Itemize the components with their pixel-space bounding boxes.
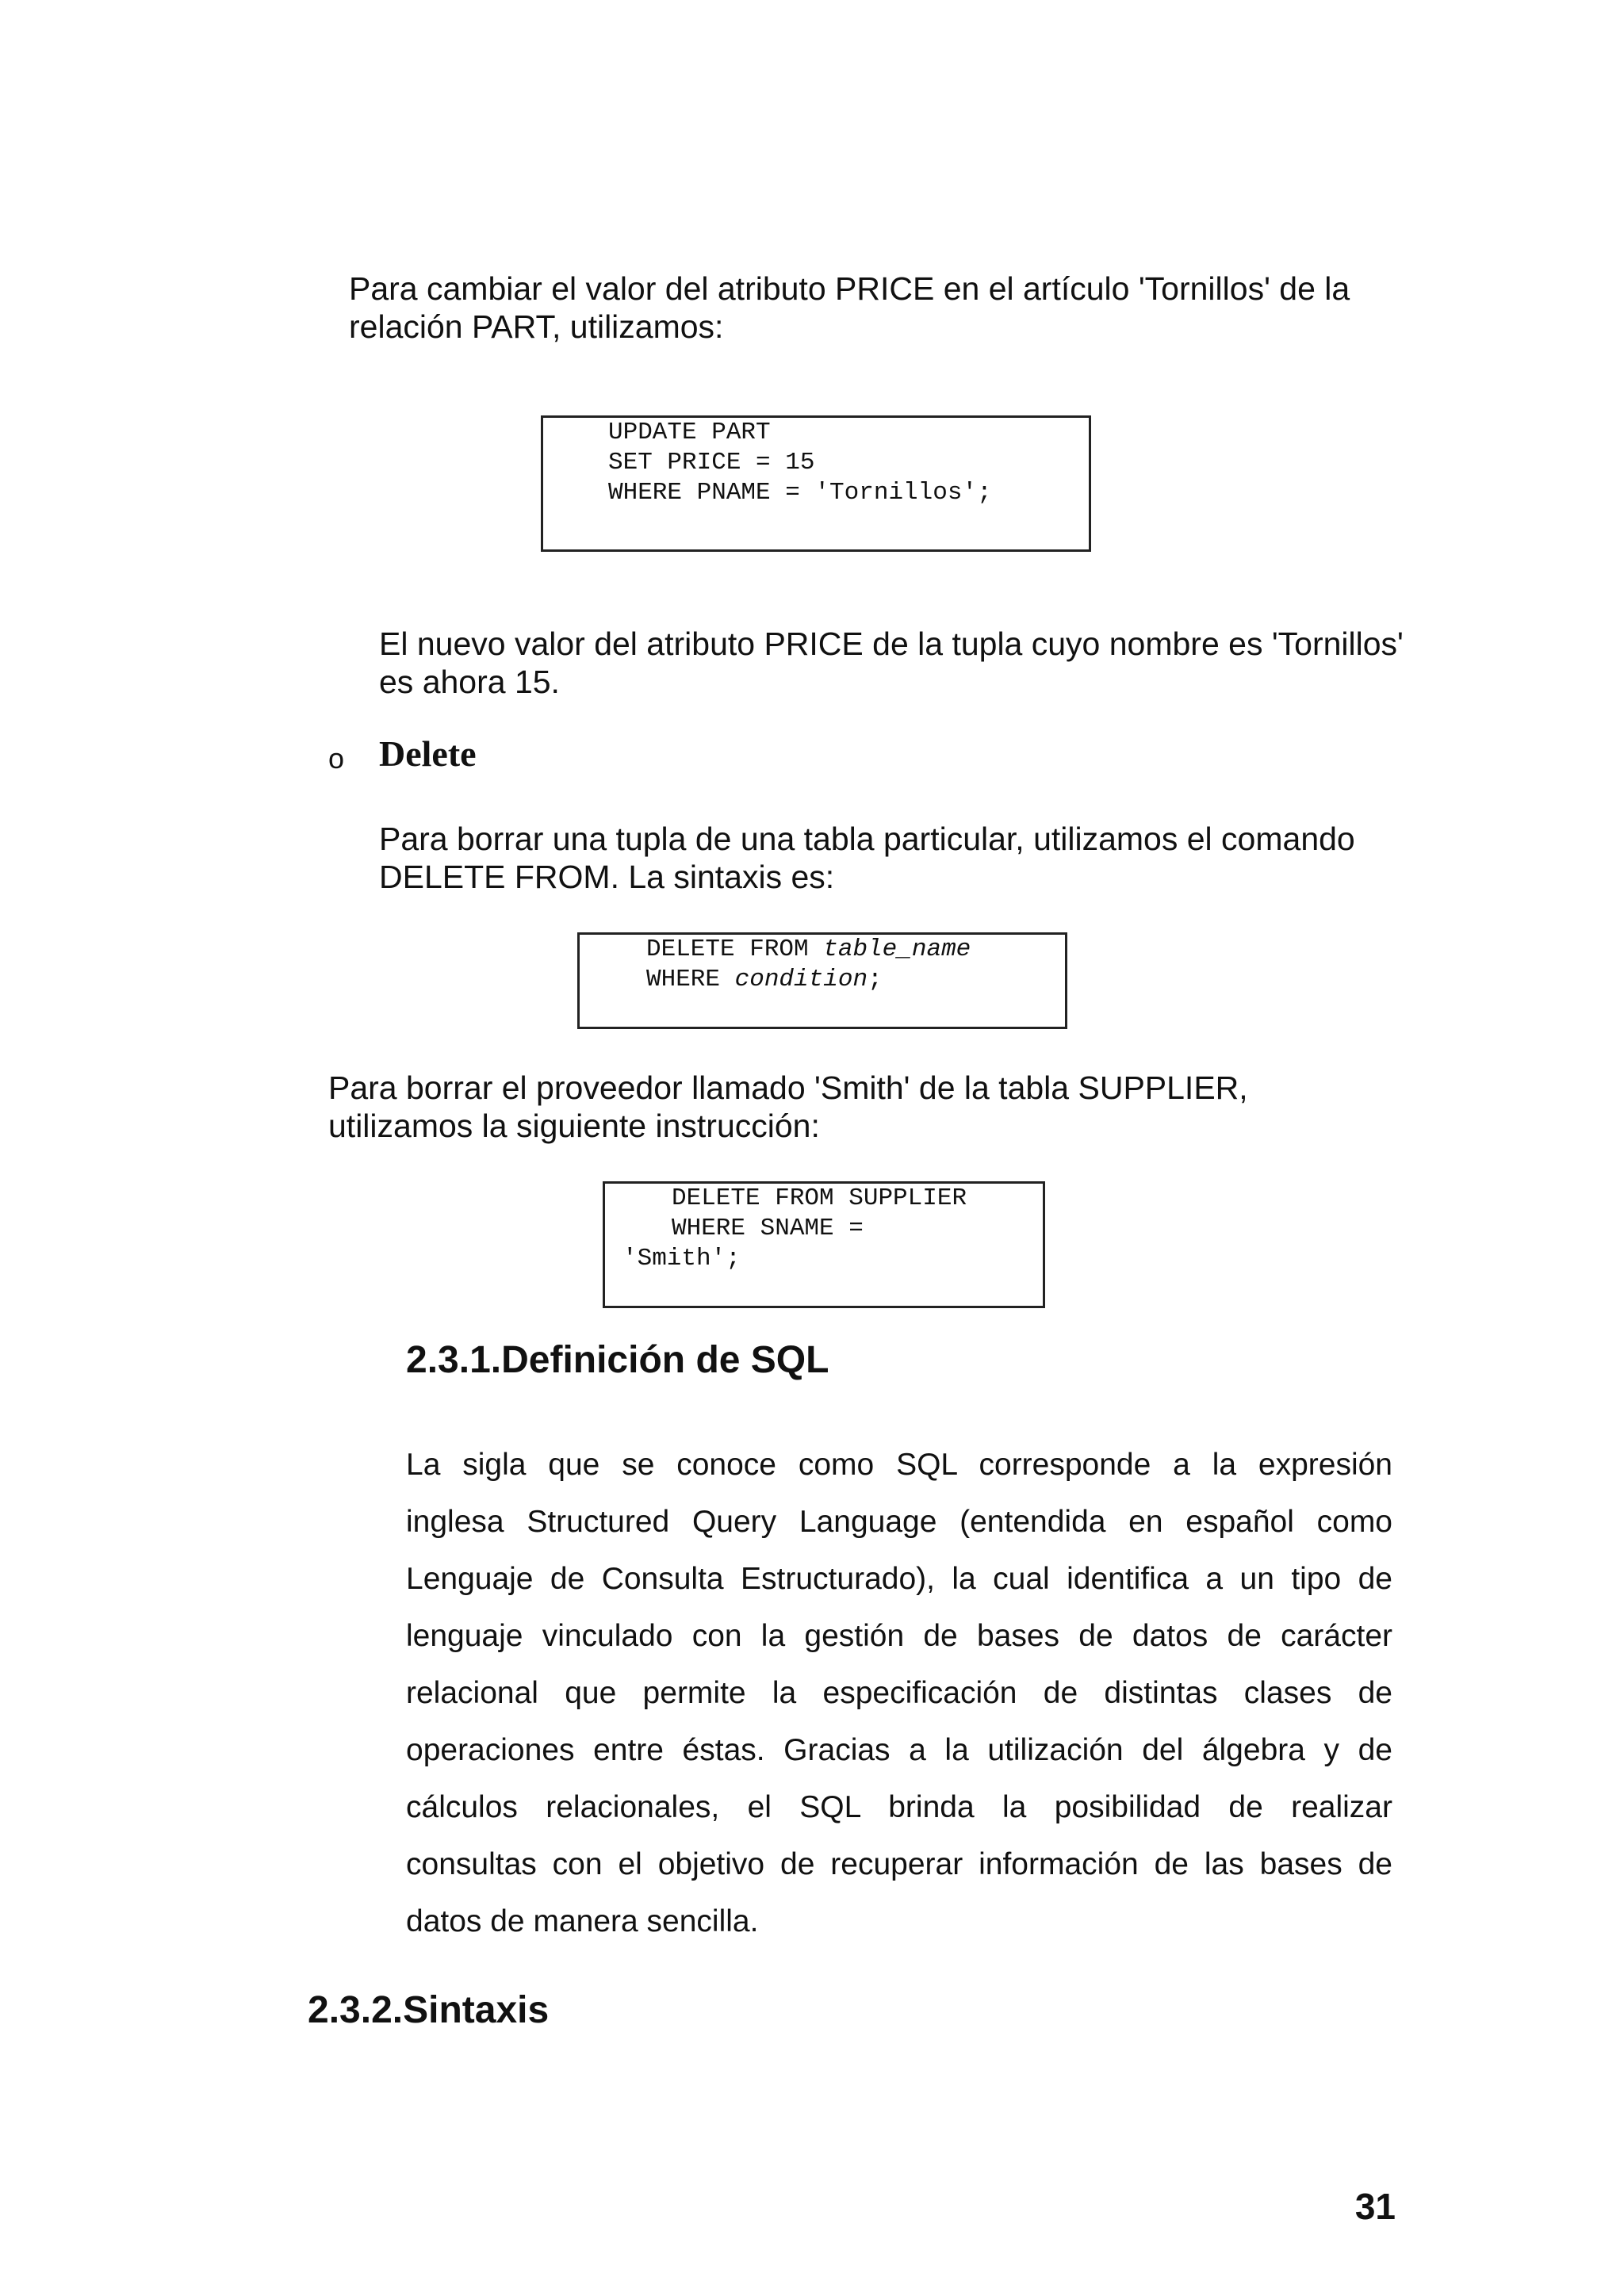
code-line: DELETE FROM SUPPLIER: [672, 1184, 967, 1212]
code-line: [646, 935, 971, 965]
paragraph-line: Lenguaje de Consulta Estructurado), la cual identifica a un tipo de: [406, 1562, 1392, 1596]
paragraph-line: consultas con el objetivo de recuperar información de las bases de: [406, 1847, 1392, 1881]
delete-heading: Delete: [379, 733, 477, 774]
code-keyword: DELETE FROM: [646, 936, 824, 963]
section-heading-231: 2.3.1.Definición de SQL: [406, 1339, 829, 1381]
delete-text-line-1: Para borrar una tupla de una tabla particular, utilizamos el comando: [379, 821, 1355, 857]
paragraph-line: datos de manera sencilla.: [406, 1904, 759, 1938]
code-line: UPDATE PART: [608, 419, 771, 446]
paragraph-line: inglesa Structured Query Language (entendida en español como: [406, 1505, 1392, 1539]
paragraph-line: relacional que permite la especificación de distintas clases de: [406, 1676, 1392, 1710]
code-param: table_name: [823, 936, 971, 963]
paragraph-line: operaciones entre éstas. Gracias a la utilización del álgebra y de: [406, 1733, 1392, 1767]
intro-line-1: Para cambiar el valor del atributo PRICE en el artículo 'Tornillos' de la: [349, 270, 1350, 307]
intro-line-2: relación PART, utilizamos:: [349, 308, 724, 345]
code-keyword: WHERE: [646, 966, 735, 993]
code-end: ;: [868, 966, 883, 993]
code-line: SET PRICE = 15: [608, 449, 815, 476]
update-result-line-1: El nuevo valor del atributo PRICE de la tupla cuyo nombre es 'Tornillos': [379, 626, 1404, 662]
smith-text-line-2: utilizamos la siguiente instrucción:: [328, 1108, 820, 1144]
code-box-delete-smith: [603, 1181, 1045, 1308]
delete-text-line-2: DELETE FROM. La sintaxis es:: [379, 859, 835, 895]
paragraph-line: cálculos relacionales, el SQL brinda la posibilidad de realizar: [406, 1790, 1392, 1824]
section-heading-232: 2.3.2.Sintaxis: [308, 1989, 550, 2031]
code-box-update: [541, 415, 1091, 552]
bullet-marker: o: [328, 742, 345, 775]
section-231-paragraph: [406, 1443, 1392, 1957]
code-box-delete-syntax: [577, 932, 1067, 1029]
paragraph-line: La sigla que se conoce como SQL corresponde a la expresión: [406, 1448, 1392, 1482]
update-result-line-2: es ahora 15.: [379, 664, 560, 700]
code-param: condition: [734, 966, 868, 993]
page-number: 31: [1354, 2186, 1396, 2227]
code-line: WHERE SNAME =: [672, 1215, 864, 1242]
smith-text-line-1: Para borrar el proveedor llamado 'Smith' de la tabla SUPPLIER,: [328, 1070, 1248, 1106]
code-line: [646, 965, 883, 995]
paragraph-line: lenguaje vinculado con la gestión de bases de datos de carácter: [406, 1619, 1392, 1653]
code-line: 'Smith';: [622, 1245, 741, 1272]
code-line: WHERE PNAME = 'Tornillos';: [608, 479, 992, 507]
